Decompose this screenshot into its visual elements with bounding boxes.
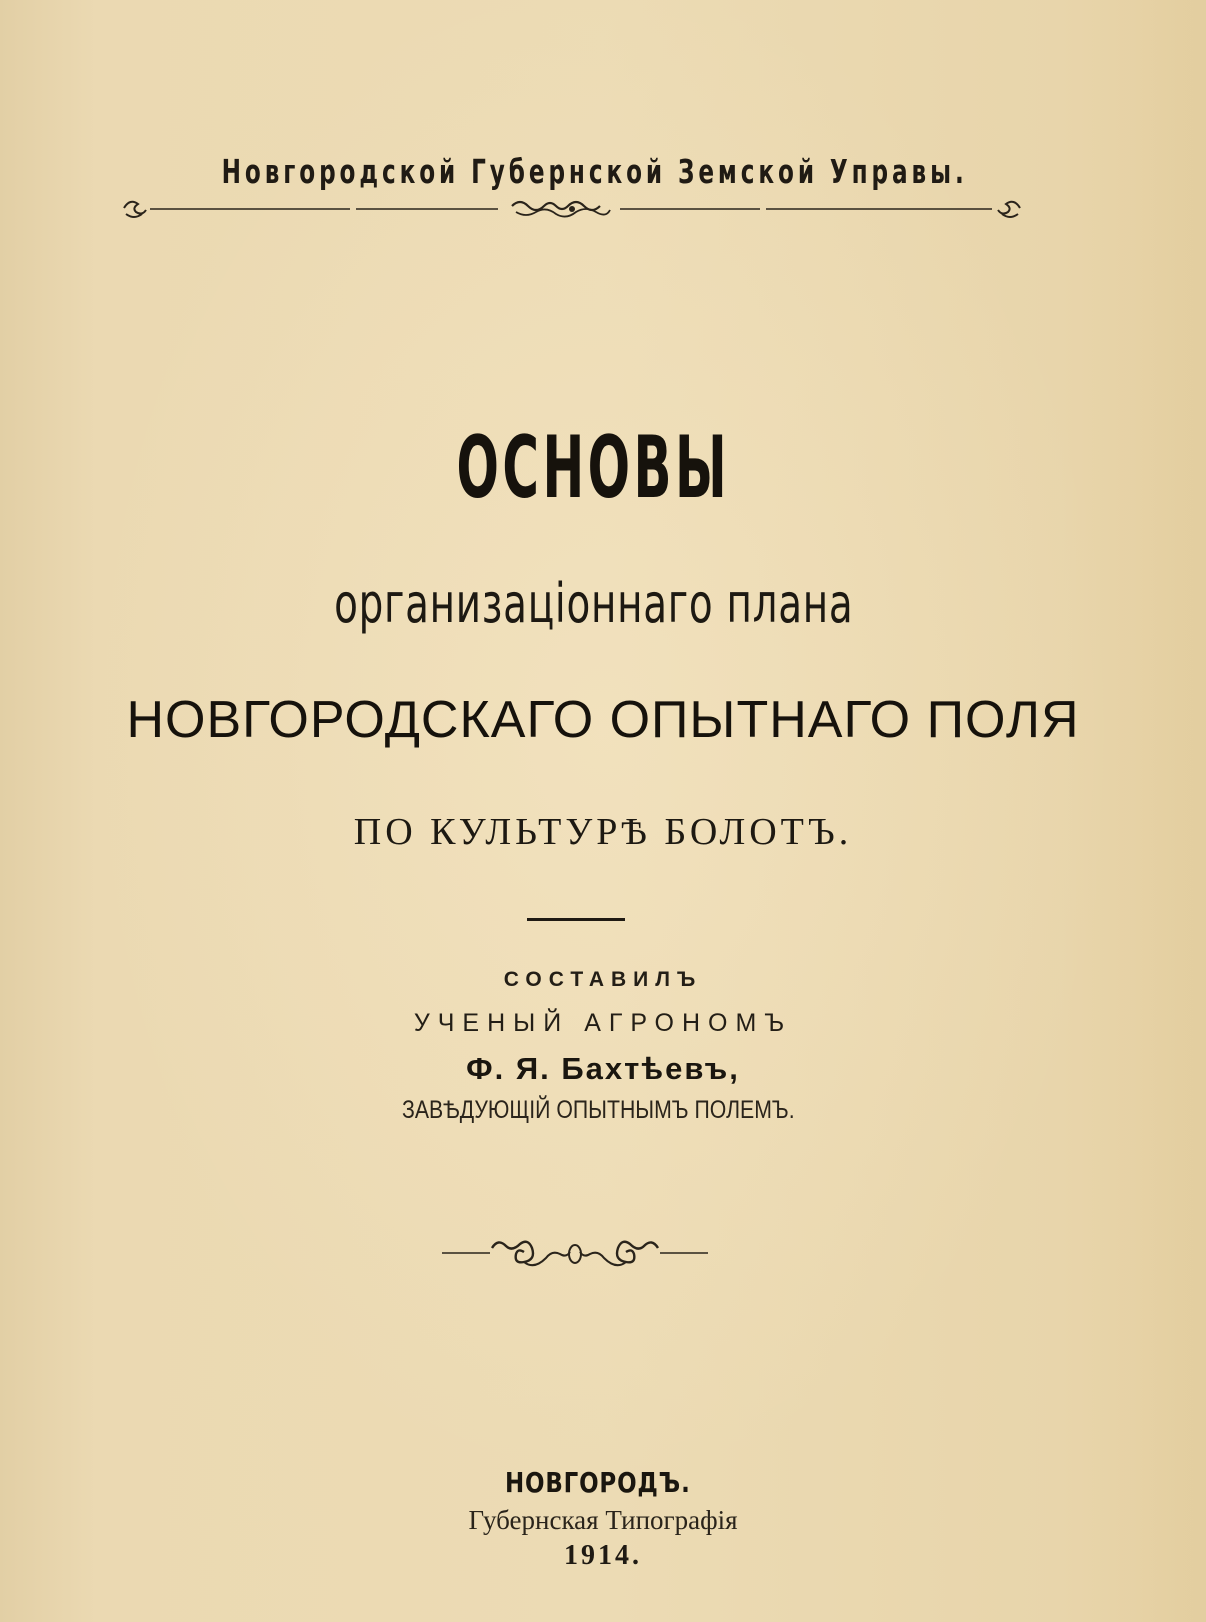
title-main: ОСНОВЫ — [456, 418, 731, 518]
imprint-year: 1914. — [564, 1540, 642, 1571]
imprint-city: НОВГОРОДЪ. — [504, 1466, 691, 1499]
author-position: ЗАВѢДУЮЩIЙ ОПЫТНЫМЪ ПОЛЕМЪ. — [402, 1096, 795, 1124]
author-title: УЧЕНЫЙ АГРОНОМЪ — [413, 1009, 793, 1037]
publisher-heading: Новгородской Губернской Земской Управы. — [221, 152, 968, 191]
title-subline: организацiоннаго плана — [334, 572, 854, 635]
imprint-press: Губернская Типографiя — [468, 1505, 738, 1535]
header-rule-ornament — [120, 190, 1025, 230]
bottom-ornament — [440, 1228, 710, 1278]
title-field-name: НОВГОРОДСКАГО ОПЫТНАГО ПОЛЯ — [126, 691, 1080, 749]
author-name: Ф. Я. Бахтѣевъ, — [466, 1051, 740, 1086]
divider-rule — [527, 918, 625, 921]
compiled-by-label: СОСТАВИЛЪ — [503, 968, 703, 991]
title-topic: ПО КУЛЬТУРѢ БОЛОТЪ. — [353, 811, 853, 853]
